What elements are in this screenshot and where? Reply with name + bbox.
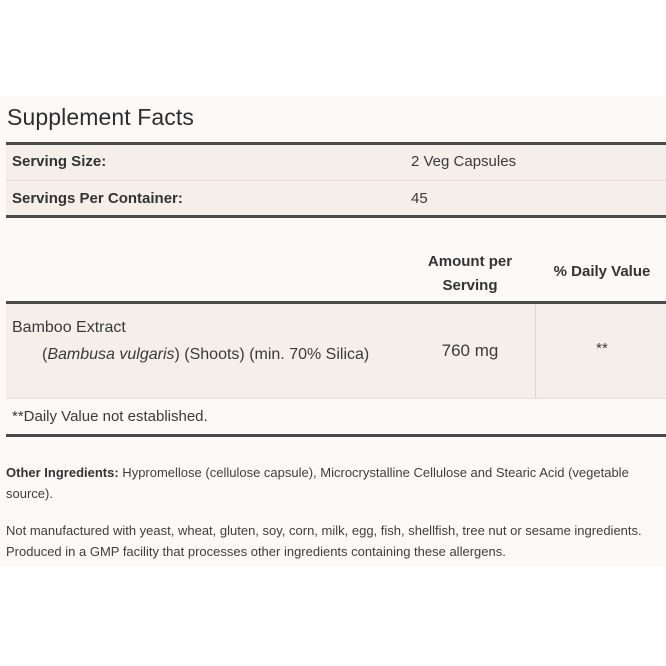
other-ingredients-label: Other Ingredients: xyxy=(6,465,119,480)
section-rule xyxy=(6,215,666,218)
other-ingredients-text: Hypromellose (cellulose capsule), Microcrystalline Cellulose and Stearic Acid (vegetable source). xyxy=(6,465,629,501)
amount-per-serving-header xyxy=(404,250,536,298)
serving-size-label: Serving Size: xyxy=(12,153,107,170)
daily-value-header: % Daily Value xyxy=(553,263,651,280)
other-ingredients xyxy=(6,462,646,504)
ingredient-detail-text: ) (Shoots) (min. 70% Silica) xyxy=(174,346,370,363)
ingredient-paren: ( xyxy=(42,346,48,363)
row-divider xyxy=(6,398,666,399)
ingredient-latin-name: Bambusa vulgaris xyxy=(47,346,175,363)
ingredient-daily-value: ** xyxy=(596,340,608,357)
servings-per-container-label: Servings Per Container: xyxy=(12,190,183,207)
ingredient-title: Bamboo Extract xyxy=(12,319,126,336)
page-title: Supplement Facts xyxy=(7,104,194,130)
ingredient-name xyxy=(12,314,372,368)
bottom-rule xyxy=(6,434,666,437)
serving-size-value: 2 Veg Capsules xyxy=(411,153,517,170)
ingredient-detail xyxy=(12,341,372,368)
daily-value-footnote: **Daily Value not established. xyxy=(12,408,208,425)
amount-header-line2: Serving xyxy=(442,277,498,294)
amount-header-line1: Amount per xyxy=(427,253,513,270)
ingredient-amount: 760 mg xyxy=(441,341,499,360)
servings-per-container-value: 45 xyxy=(411,190,428,207)
allergen-notice: Not manufactured with yeast, wheat, gluten, soy, corn, milk, egg, fish, shellfish, tree nut or sesame ingredients. Produced in a GMP facility that processes other ingredients containing these allergens. xyxy=(6,523,642,559)
